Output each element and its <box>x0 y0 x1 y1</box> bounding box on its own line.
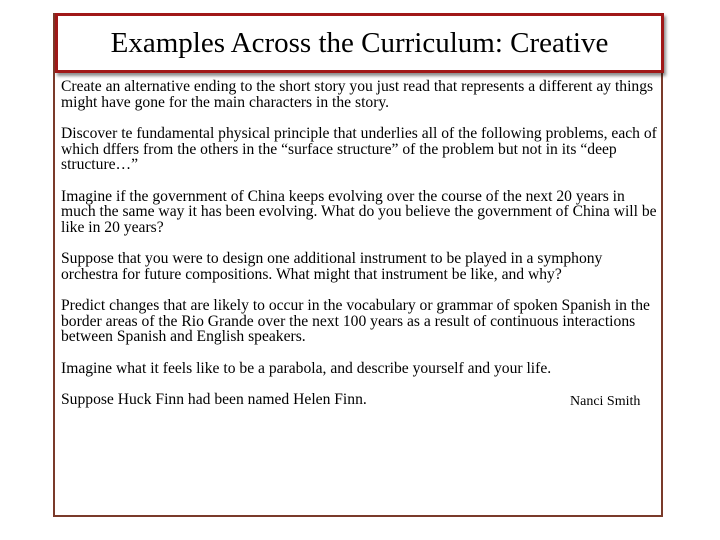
example-item-physical-principle: Discover te fundamental physical principle that underlies all of the following problems, each of which dffers from the others in the “surface structure” of the problem but not in its “deep structure…” <box>61 125 657 173</box>
slide-body <box>61 79 661 408</box>
example-item-alternative-ending: Create an alternative ending to the short story you just read that represents a different ay things might have gone for the main characters in the story. <box>61 78 654 111</box>
example-item-orchestra-instrument: Suppose that you were to design one additional instrument to be played in a symphony orchestra for future compositions. What might that instrument be like, and why? <box>61 250 603 283</box>
example-item-helen-finn: Suppose Huck Finn had been named Helen Finn. <box>61 391 367 408</box>
example-item-china-government: Imagine if the government of China keeps evolving over the course of the next 20 years in much the same way it has been evolving. What do you believe the government of China will be like in 20 years? <box>61 187 657 236</box>
author-credit: Nanci Smith <box>570 394 641 409</box>
example-item-parabola: Imagine what it feels like to be a parabola, and describe yourself and your life. <box>61 359 552 377</box>
last-row <box>61 392 661 408</box>
example-item-spanish-changes: Predict changes that are likely to occur in the vocabulary or grammar of spoken Spanish in the border areas of the Rio Grande over the next 100 years as a result of continuous interactions between Spanish and English speakers. <box>61 297 650 345</box>
slide-title: Examples Across the Curriculum: Creative <box>110 26 609 59</box>
title-box <box>55 13 664 73</box>
